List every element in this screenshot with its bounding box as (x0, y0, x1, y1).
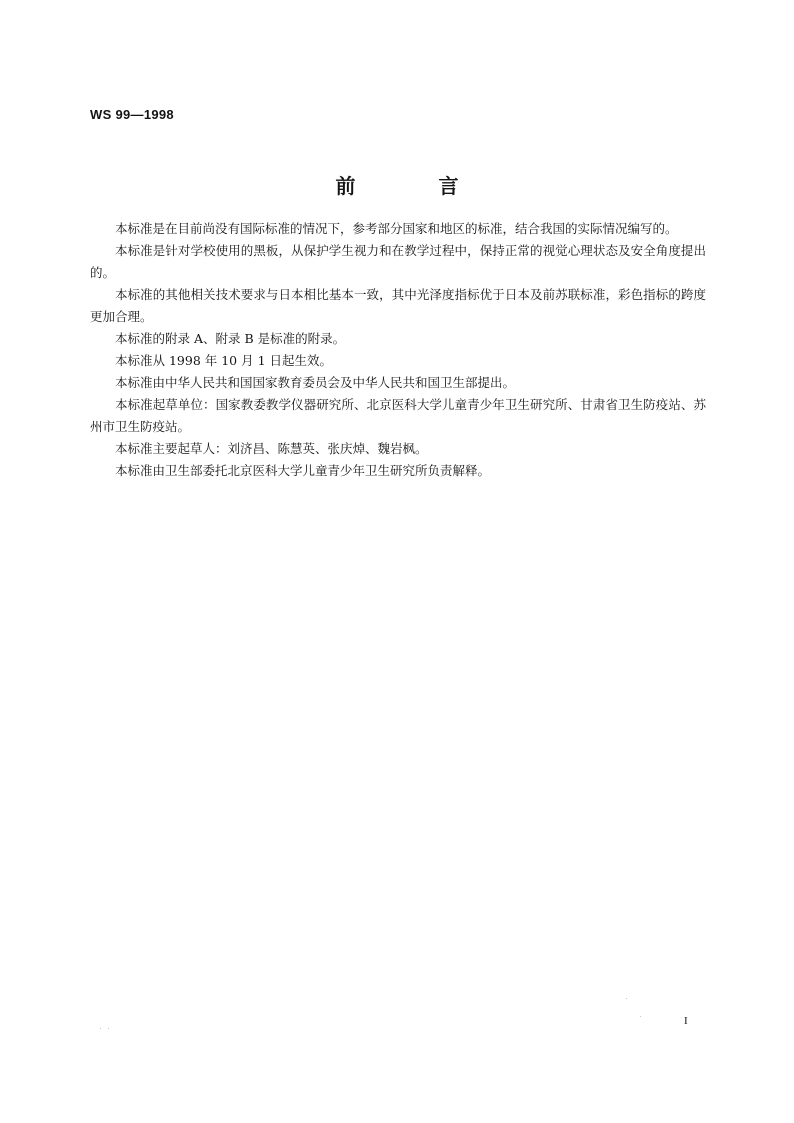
paragraph-2: 本标准是针对学校使用的黑板，从保护学生视力和在教学过程中，保持正常的视觉心理状态及安全角度提出的。 (90, 243, 706, 280)
page-title: 前 言 (335, 174, 497, 198)
paragraph-3: 本标准的其他相关技术要求与日本相比基本一致，其中光泽度指标优于日本及前苏联标准，彩色指标的跨度更加合理。 (90, 287, 706, 324)
paragraph-8: 本标准主要起草人：刘济昌、陈慧英、张庆焯、魏岩枫。 (115, 441, 428, 456)
paragraph-1: 本标准是在目前尚没有国际标准的情况下，参考部分国家和地区的标准，结合我国的实际情况编写的。 (115, 221, 678, 236)
scan-speck (626, 998, 627, 999)
scan-speck (640, 1016, 641, 1017)
paragraph-6: 本标准由中华人民共和国国家教育委员会及中华人民共和国卫生部提出。 (115, 375, 516, 390)
paragraph-7: 本标准起草单位：国家教委教学仪器研究所、北京医科大学儿童青少年卫生研究所、甘肃省卫生防疫站、苏州市卫生防疫站。 (90, 397, 706, 434)
scan-speck (100, 1028, 101, 1029)
paragraph-4: 本标准的附录 A、附录 B 是标准的附录。 (115, 331, 346, 346)
paragraph-5: 本标准从 1998 年 10 月 1 日起生效。 (115, 353, 333, 368)
paragraph-9: 本标准由卫生部委托北京医科大学儿童青少年卫生研究所负责解释。 (115, 463, 491, 478)
document-body (90, 218, 706, 482)
standard-code: WS 99—1998 (90, 107, 174, 122)
scan-speck (108, 1028, 109, 1029)
page-number: I (684, 1015, 688, 1027)
